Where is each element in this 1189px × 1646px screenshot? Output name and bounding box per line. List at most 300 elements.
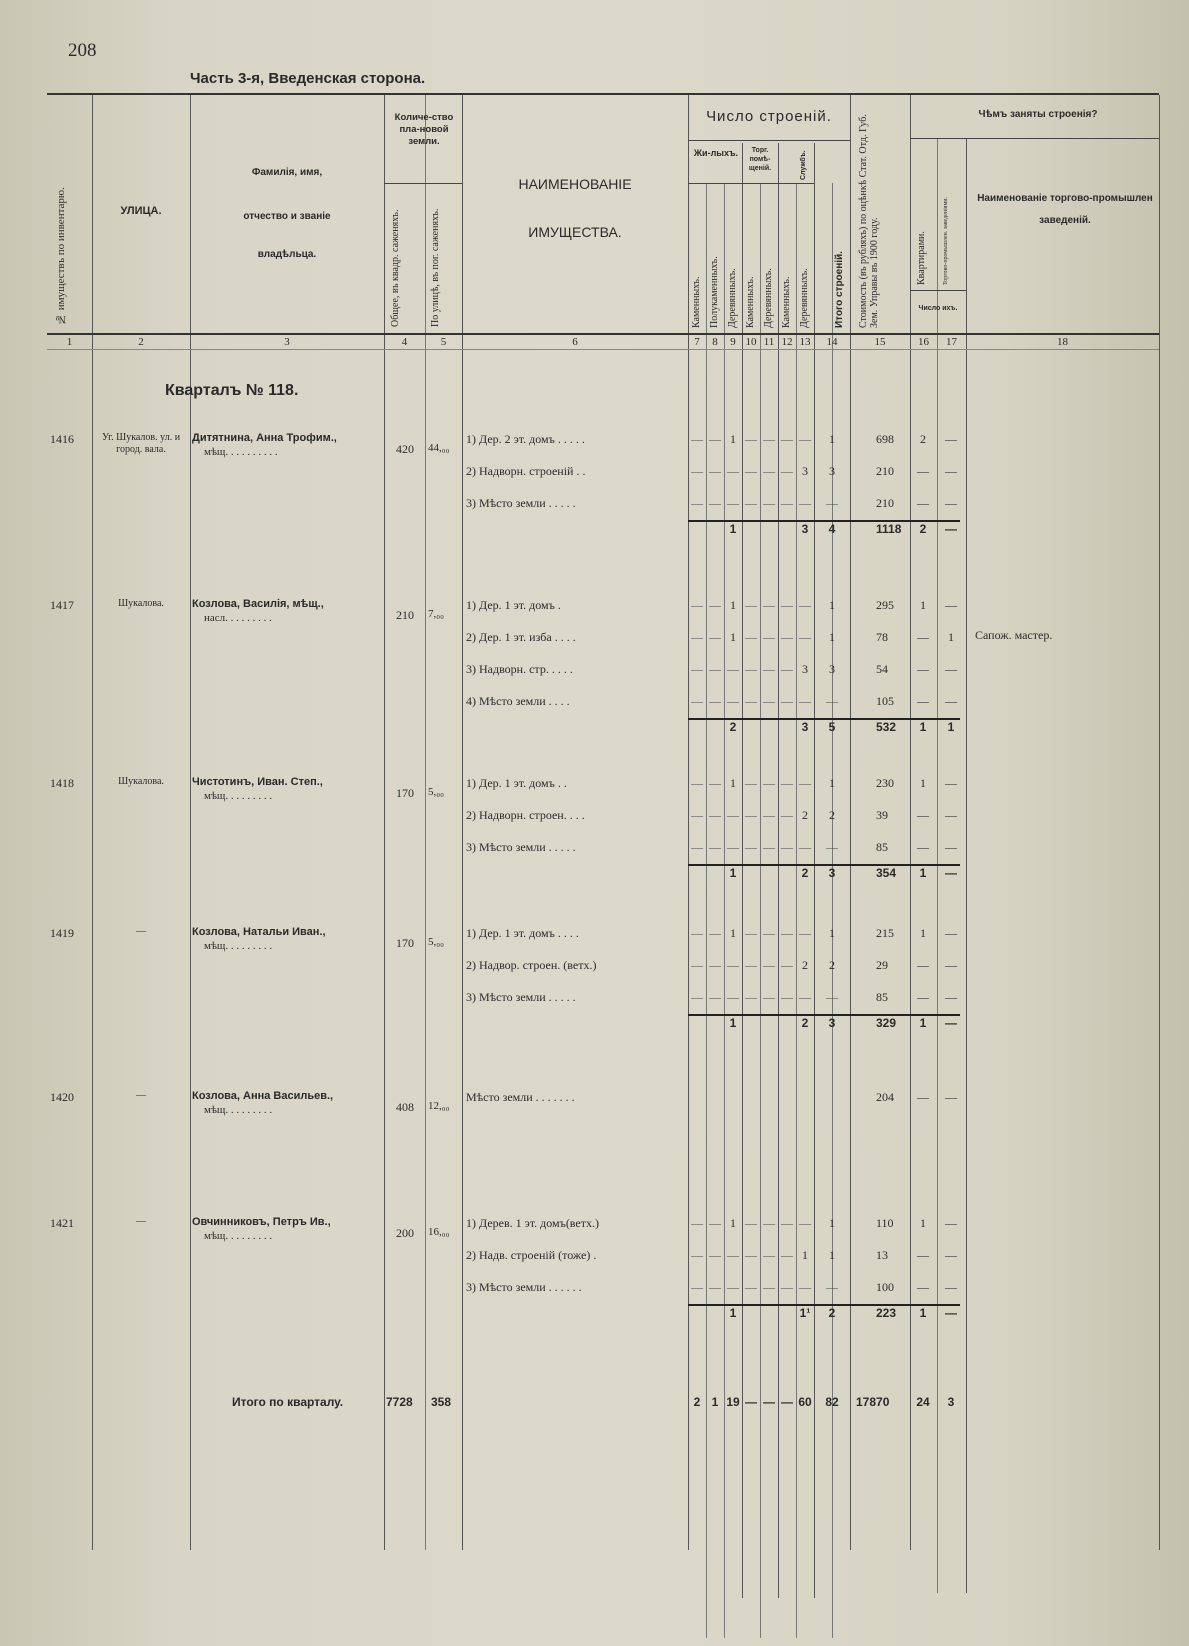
building-count-c9: 1 bbox=[730, 926, 736, 940]
subtotal-c9: 2 bbox=[729, 720, 737, 734]
empty-cell-dash: — bbox=[781, 496, 793, 510]
empty-cell-dash: — bbox=[745, 432, 757, 446]
col-header-apartments: Квартирами. bbox=[916, 231, 927, 285]
empty-cell-dash: — bbox=[709, 432, 721, 446]
empty-cell-dash: — bbox=[826, 840, 838, 854]
subtotal-apartments: 1 bbox=[919, 866, 927, 880]
property-item: 3) Мѣсто земли . . . . . . bbox=[466, 1280, 582, 1294]
subtotal-c13: 3 bbox=[801, 720, 809, 734]
col-header-inv: № имуществъ по инвентарю. bbox=[55, 187, 67, 325]
empty-cell-dash: — bbox=[763, 432, 775, 446]
empty-cell-dash: — bbox=[799, 432, 811, 446]
property-value: 295 bbox=[876, 598, 894, 612]
subtotal-c14: 5 bbox=[828, 720, 836, 734]
subtotal-enterprises: — bbox=[945, 1016, 957, 1030]
apartments-count: — bbox=[917, 990, 929, 1004]
empty-cell-dash: — bbox=[781, 464, 793, 478]
owner-name: Козлова, Анна Васильев., bbox=[192, 1090, 334, 1102]
empty-cell-dash: — bbox=[709, 840, 721, 854]
col-num: 13 bbox=[799, 336, 811, 348]
col-num: 3 bbox=[284, 336, 290, 348]
subtotal-value: 223 bbox=[876, 1306, 897, 1320]
col-header-count: Число ихъ. bbox=[918, 305, 958, 312]
empty-cell-dash: — bbox=[745, 840, 757, 854]
subtotal-c13: 2 bbox=[801, 1016, 809, 1030]
empty-cell-dash: — bbox=[781, 1216, 793, 1230]
property-value: 105 bbox=[876, 694, 894, 708]
property-item: 4) Мѣсто земли . . . . bbox=[466, 694, 570, 708]
empty-cell-dash: — bbox=[826, 496, 838, 510]
land-street: 12,₀₀ bbox=[428, 1100, 450, 1112]
quarter-total-land: 7728 bbox=[386, 1395, 413, 1409]
empty-cell-dash: — bbox=[727, 958, 739, 972]
subtotal-c14: 3 bbox=[828, 1016, 836, 1030]
property-value: 78 bbox=[876, 630, 888, 644]
col-header-value: Стоимость (въ рубляхъ) по оцѣнкѣ Стат. Отд. Губ. Зем. Управы въ 1900 году. bbox=[858, 114, 880, 328]
empty-cell-dash: — bbox=[763, 496, 775, 510]
col-num: 14 bbox=[826, 336, 838, 348]
empty-cell-dash: — bbox=[745, 694, 757, 708]
owner-name: Козлова, Василія, мѣщ., bbox=[192, 598, 324, 610]
enterprises-count: — bbox=[945, 990, 957, 1004]
enterprises-count: — bbox=[945, 808, 957, 822]
land-street: 16,₀₀ bbox=[428, 1226, 450, 1238]
building-count-c13: 3 bbox=[802, 464, 808, 478]
enterprises-count: 1 bbox=[948, 630, 954, 644]
enterprises-count: — bbox=[945, 432, 957, 446]
empty-cell-dash: — bbox=[727, 694, 739, 708]
empty-cell-dash: — bbox=[709, 990, 721, 1004]
empty-cell-dash: — bbox=[745, 808, 757, 822]
quarter-total-c8: 1 bbox=[711, 1395, 719, 1409]
empty-cell-dash: — bbox=[799, 1280, 811, 1294]
empty-cell-dash: — bbox=[781, 840, 793, 854]
enterprises-count: — bbox=[945, 662, 957, 676]
inventory-number: 1421 bbox=[50, 1216, 74, 1230]
enterprises-count: — bbox=[945, 496, 957, 510]
quarter-total-c10: — bbox=[745, 1395, 757, 1409]
col-header-service: Службъ. bbox=[800, 150, 807, 180]
table-frame bbox=[47, 93, 1159, 1555]
enterprises-count: — bbox=[945, 1280, 957, 1294]
street-name: — bbox=[136, 926, 146, 937]
quarter-total-c16: 24 bbox=[916, 1395, 930, 1409]
empty-cell-dash: — bbox=[781, 432, 793, 446]
col-num: 1 bbox=[66, 336, 73, 348]
subtotal-c9: 1 bbox=[729, 1016, 737, 1030]
col-header-owner-2: отчество и званіе bbox=[243, 211, 331, 222]
col-num: 6 bbox=[572, 336, 578, 348]
property-item: 1) Дер. 2 эт. домъ . . . . . bbox=[466, 432, 585, 446]
empty-cell-dash: — bbox=[727, 464, 739, 478]
building-count-c14: 2 bbox=[829, 808, 835, 822]
empty-cell-dash: — bbox=[826, 1280, 838, 1294]
empty-cell-dash: — bbox=[781, 958, 793, 972]
subtotal-c14: 4 bbox=[828, 522, 836, 536]
empty-cell-dash: — bbox=[745, 598, 757, 612]
empty-cell-dash: — bbox=[745, 496, 757, 510]
empty-cell-dash: — bbox=[709, 1248, 721, 1262]
empty-cell-dash: — bbox=[781, 776, 793, 790]
land-street: 44,₀₀ bbox=[428, 442, 450, 454]
owner-name: Дитятнина, Анна Трофим., bbox=[192, 432, 337, 444]
empty-cell-dash: — bbox=[745, 464, 757, 478]
owner-status: насл. . . . . . . . . bbox=[204, 612, 272, 624]
empty-cell-dash: — bbox=[727, 990, 739, 1004]
building-count-c14: 3 bbox=[829, 662, 835, 676]
col-header-c9: Деревянныхъ. bbox=[727, 268, 738, 328]
quarter-total-c9: 19 bbox=[726, 1395, 740, 1409]
apartments-count: — bbox=[917, 662, 929, 676]
quarter-total-label: Итого по кварталу. bbox=[232, 1395, 344, 1409]
col-num: 11 bbox=[763, 336, 775, 348]
enterprise-name: Сапож. мастер. bbox=[975, 628, 1053, 642]
empty-cell-dash: — bbox=[709, 926, 721, 940]
building-count-c13: 2 bbox=[802, 808, 808, 822]
property-value: 29 bbox=[876, 958, 888, 972]
empty-cell-dash: — bbox=[799, 694, 811, 708]
property-value: 110 bbox=[876, 1216, 894, 1230]
empty-cell-dash: — bbox=[691, 598, 703, 612]
empty-cell-dash: — bbox=[709, 958, 721, 972]
property-value: 230 bbox=[876, 776, 894, 790]
building-count-c9: 1 bbox=[730, 630, 736, 644]
empty-cell-dash: — bbox=[745, 958, 757, 972]
quarter-total-c11: — bbox=[763, 1395, 775, 1409]
property-value: 210 bbox=[876, 464, 894, 478]
subtotal-value: 329 bbox=[876, 1016, 897, 1030]
apartments-count: — bbox=[917, 694, 929, 708]
empty-cell-dash: — bbox=[763, 840, 775, 854]
empty-cell-dash: — bbox=[763, 808, 775, 822]
quarter-total-value: 17870 bbox=[856, 1395, 890, 1409]
col-header-enterprises: Торгово-промышлен. заведеніями. bbox=[943, 196, 949, 285]
col-header-c10: Каменныхъ. bbox=[745, 276, 756, 328]
col-header-c13: Деревянныхъ. bbox=[799, 268, 810, 328]
quarter-total-c12: — bbox=[781, 1395, 793, 1409]
empty-cell-dash: — bbox=[781, 1248, 793, 1262]
building-count-c14: 1 bbox=[829, 598, 835, 612]
quarter-total-c17: 3 bbox=[947, 1395, 955, 1409]
owner-status: мѣщ. . . . . . . . . bbox=[204, 940, 273, 952]
apartments-count: — bbox=[917, 958, 929, 972]
subtotal-enterprises: — bbox=[945, 1306, 957, 1320]
page-number: 208 bbox=[68, 40, 97, 61]
empty-cell-dash: — bbox=[763, 630, 775, 644]
col-header-property-2: ИМУЩЕСТВА. bbox=[528, 224, 622, 240]
property-item: 1) Дер. 1 эт. домъ . . bbox=[466, 776, 567, 790]
building-count-c14: 1 bbox=[829, 630, 835, 644]
empty-cell-dash: — bbox=[691, 1280, 703, 1294]
building-count-c14: 2 bbox=[829, 958, 835, 972]
apartments-count: 1 bbox=[920, 926, 926, 940]
building-count-c13: 3 bbox=[802, 662, 808, 676]
empty-cell-dash: — bbox=[727, 662, 739, 676]
empty-cell-dash: — bbox=[709, 464, 721, 478]
enterprises-count: — bbox=[945, 694, 957, 708]
subtotal-c14: 2 bbox=[828, 1306, 836, 1320]
property-item: 1) Дер. 1 эт. домъ . . . . bbox=[466, 926, 579, 940]
enterprises-count: — bbox=[945, 464, 957, 478]
land-street: 5,₀₀ bbox=[428, 786, 444, 798]
quarter-total-c7: 2 bbox=[693, 1395, 701, 1409]
page-header: Часть 3-я, Введенская сторона. bbox=[190, 70, 426, 87]
col-header-c11: Деревянныхъ. bbox=[763, 268, 774, 328]
quarter-title: Кварталъ № 118. bbox=[165, 382, 299, 399]
empty-cell-dash: — bbox=[763, 776, 775, 790]
empty-cell-dash: — bbox=[781, 598, 793, 612]
empty-cell-dash: — bbox=[709, 1216, 721, 1230]
col-num: 16 bbox=[918, 336, 929, 348]
empty-cell-dash: — bbox=[709, 694, 721, 708]
col-header-land-total: Общее, въ квадр. саженяхъ. bbox=[390, 209, 401, 327]
col-num: 2 bbox=[138, 336, 144, 348]
col-header-owner-3: владѣльца. bbox=[257, 249, 317, 260]
apartments-count: — bbox=[917, 496, 929, 510]
apartments-count: 1 bbox=[920, 1216, 926, 1230]
empty-cell-dash: — bbox=[781, 662, 793, 676]
empty-cell-dash: — bbox=[763, 662, 775, 676]
empty-cell-dash: — bbox=[799, 990, 811, 1004]
empty-cell-dash: — bbox=[745, 776, 757, 790]
street-name: — bbox=[136, 1216, 146, 1227]
property-value: 39 bbox=[876, 808, 888, 822]
land-total: 210 bbox=[396, 608, 414, 622]
property-value: 215 bbox=[876, 926, 894, 940]
empty-cell-dash: — bbox=[691, 694, 703, 708]
col-header-c8: Полукаменныхъ. bbox=[709, 256, 720, 328]
property-item: 2) Надворн. строеній . . bbox=[466, 464, 586, 478]
col-header-land: Количе-ство пла-новой земли. bbox=[394, 112, 454, 147]
subtotal-c9: 1 bbox=[729, 522, 737, 536]
empty-cell-dash: — bbox=[799, 926, 811, 940]
subtotal-c14: 3 bbox=[828, 866, 836, 880]
empty-cell-dash: — bbox=[745, 1248, 757, 1262]
apartments-count: — bbox=[917, 1248, 929, 1262]
empty-cell-dash: — bbox=[781, 808, 793, 822]
building-count-c13: 2 bbox=[802, 958, 808, 972]
col-header-c7: Каменныхъ. bbox=[691, 276, 702, 328]
empty-cell-dash: — bbox=[781, 694, 793, 708]
empty-cell-dash: — bbox=[763, 958, 775, 972]
empty-cell-dash: — bbox=[691, 1248, 703, 1262]
col-num: 9 bbox=[730, 336, 736, 348]
subtotal-apartments: 1 bbox=[919, 1016, 927, 1030]
empty-cell-dash: — bbox=[691, 464, 703, 478]
inventory-number: 1420 bbox=[50, 1090, 74, 1104]
empty-cell-dash: — bbox=[745, 926, 757, 940]
building-count-c14: 3 bbox=[829, 464, 835, 478]
col-num: 18 bbox=[1057, 336, 1068, 348]
building-count-c9: 1 bbox=[730, 1216, 736, 1230]
property-item: 2) Надвор. строен. (ветх.) bbox=[466, 958, 597, 972]
property-value: 85 bbox=[876, 990, 888, 1004]
owner-status: мѣщ. . . . . . . . . bbox=[204, 1104, 273, 1116]
quarter-total-land-street: 358 bbox=[431, 1395, 452, 1409]
enterprises-count: — bbox=[945, 1090, 957, 1104]
empty-cell-dash: — bbox=[745, 630, 757, 644]
empty-cell-dash: — bbox=[691, 1216, 703, 1230]
empty-cell-dash: — bbox=[691, 630, 703, 644]
inventory-number: 1417 bbox=[50, 598, 74, 612]
enterprises-count: — bbox=[945, 1216, 957, 1230]
empty-cell-dash: — bbox=[727, 808, 739, 822]
property-item: 3) Мѣсто земли . . . . . bbox=[466, 990, 576, 1004]
building-count-c13: 1 bbox=[802, 1248, 808, 1262]
land-street: 5,₀₀ bbox=[428, 936, 444, 948]
enterprises-count: — bbox=[945, 840, 957, 854]
col-header-c12: Каменныхъ. bbox=[781, 276, 792, 328]
apartments-count: — bbox=[917, 1090, 929, 1104]
apartments-count: — bbox=[917, 630, 929, 644]
apartments-count: — bbox=[917, 840, 929, 854]
col-num: 8 bbox=[712, 336, 718, 348]
empty-cell-dash: — bbox=[781, 926, 793, 940]
empty-cell-dash: — bbox=[727, 496, 739, 510]
col-header-total-buildings: Итого строеній. bbox=[834, 251, 845, 328]
property-item: 2) Дер. 1 эт. изба . . . . bbox=[466, 630, 576, 644]
owner-status: мѣщ. . . . . . . . . bbox=[204, 1230, 273, 1242]
building-count-c9: 1 bbox=[730, 776, 736, 790]
empty-cell-dash: — bbox=[709, 662, 721, 676]
empty-cell-dash: — bbox=[826, 990, 838, 1004]
col-num: 10 bbox=[745, 336, 757, 348]
col-header-occupied: Чѣмъ заняты строенія? bbox=[978, 109, 1098, 120]
property-item: 1) Дерев. 1 эт. домъ(ветх.) bbox=[466, 1216, 599, 1230]
property-value: 698 bbox=[876, 432, 894, 446]
empty-cell-dash: — bbox=[763, 926, 775, 940]
empty-cell-dash: — bbox=[727, 1248, 739, 1262]
col-num: 17 bbox=[946, 336, 957, 348]
empty-cell-dash: — bbox=[799, 598, 811, 612]
property-item: 3) Надворн. стр. . . . . bbox=[466, 662, 573, 676]
property-item: 1) Дер. 1 эт. домъ . bbox=[466, 598, 561, 612]
empty-cell-dash: — bbox=[709, 598, 721, 612]
empty-cell-dash: — bbox=[709, 630, 721, 644]
empty-cell-dash: — bbox=[799, 630, 811, 644]
quarter-total-c13: 60 bbox=[798, 1395, 812, 1409]
col-header-living: Жи-лыхъ. bbox=[693, 148, 739, 158]
property-item: Мѣсто земли . . . . . . . bbox=[466, 1090, 575, 1104]
property-item: 2) Надв. строеній (тоже) . bbox=[466, 1248, 597, 1262]
empty-cell-dash: — bbox=[709, 808, 721, 822]
empty-cell-dash: — bbox=[763, 1248, 775, 1262]
empty-cell-dash: — bbox=[745, 662, 757, 676]
col-header-land-street: По улицѣ, въ пог. саженяхъ. bbox=[430, 208, 441, 327]
quarter-total-c14: 82 bbox=[825, 1395, 839, 1409]
empty-cell-dash: — bbox=[763, 598, 775, 612]
empty-cell-dash: — bbox=[781, 990, 793, 1004]
empty-cell-dash: — bbox=[763, 464, 775, 478]
col-num: 7 bbox=[694, 336, 700, 348]
col-header-owner-1: Фамилія, имя, bbox=[251, 167, 323, 178]
subtotal-enterprises: — bbox=[945, 866, 957, 880]
property-value: 100 bbox=[876, 1280, 894, 1294]
empty-cell-dash: — bbox=[826, 694, 838, 708]
apartments-count: — bbox=[917, 464, 929, 478]
empty-cell-dash: — bbox=[727, 840, 739, 854]
subtotal-value: 532 bbox=[876, 720, 897, 734]
empty-cell-dash: — bbox=[781, 1280, 793, 1294]
empty-cell-dash: — bbox=[691, 776, 703, 790]
street-name: Шукалова. bbox=[118, 598, 164, 609]
subtotal-apartments: 2 bbox=[919, 522, 927, 536]
empty-cell-dash: — bbox=[745, 1216, 757, 1230]
empty-cell-dash: — bbox=[799, 496, 811, 510]
owner-status: мѣщ. . . . . . . . . bbox=[204, 790, 273, 802]
building-count-c9: 1 bbox=[730, 598, 736, 612]
subtotal-c9: 1 bbox=[729, 866, 737, 880]
empty-cell-dash: — bbox=[709, 776, 721, 790]
empty-cell-dash: — bbox=[763, 990, 775, 1004]
land-total: 420 bbox=[396, 442, 414, 456]
property-value: 13 bbox=[876, 1248, 888, 1262]
subtotal-c9: 1 bbox=[729, 1306, 737, 1320]
empty-cell-dash: — bbox=[799, 776, 811, 790]
col-num: 4 bbox=[401, 336, 408, 348]
street-name: Шукалова. bbox=[118, 776, 164, 787]
subtotal-apartments: 1 bbox=[919, 720, 927, 734]
building-count-c14: 1 bbox=[829, 776, 835, 790]
land-total: 408 bbox=[396, 1100, 414, 1114]
apartments-count: 2 bbox=[920, 432, 926, 446]
building-count-c14: 1 bbox=[829, 1216, 835, 1230]
empty-cell-dash: — bbox=[781, 630, 793, 644]
empty-cell-dash: — bbox=[709, 1280, 721, 1294]
enterprises-count: — bbox=[945, 926, 957, 940]
property-value: 85 bbox=[876, 840, 888, 854]
building-count-c9: 1 bbox=[730, 432, 736, 446]
empty-cell-dash: — bbox=[799, 1216, 811, 1230]
apartments-count: — bbox=[917, 1280, 929, 1294]
property-item: 3) Мѣсто земли . . . . . bbox=[466, 496, 576, 510]
owner-status: мѣщ. . . . . . . . . . bbox=[204, 446, 278, 458]
col-header-trade: Торг. помѣ-щеній. bbox=[748, 147, 772, 172]
empty-cell-dash: — bbox=[763, 1216, 775, 1230]
subtotal-apartments: 1 bbox=[919, 1306, 927, 1320]
empty-cell-dash: — bbox=[691, 840, 703, 854]
building-count-c14: 1 bbox=[829, 1248, 835, 1262]
land-street: 7,₀₀ bbox=[428, 608, 444, 620]
property-value: 54 bbox=[876, 662, 888, 676]
empty-cell-dash: — bbox=[691, 432, 703, 446]
apartments-count: 1 bbox=[920, 598, 926, 612]
empty-cell-dash: — bbox=[691, 662, 703, 676]
owner-name: Овчинниковъ, Петръ Ив., bbox=[192, 1216, 331, 1228]
empty-cell-dash: — bbox=[691, 808, 703, 822]
inventory-number: 1418 bbox=[50, 776, 74, 790]
empty-cell-dash: — bbox=[745, 1280, 757, 1294]
empty-cell-dash: — bbox=[709, 496, 721, 510]
col-num: 5 bbox=[440, 336, 447, 348]
inventory-number: 1419 bbox=[50, 926, 74, 940]
land-total: 200 bbox=[396, 1226, 414, 1240]
empty-cell-dash: — bbox=[691, 926, 703, 940]
col-header-buildings: Число строеній. bbox=[706, 108, 832, 125]
land-total: 170 bbox=[396, 786, 414, 800]
inventory-number: 1416 bbox=[50, 432, 74, 446]
enterprises-count: — bbox=[945, 776, 957, 790]
empty-cell-dash: — bbox=[763, 1280, 775, 1294]
empty-cell-dash: — bbox=[691, 990, 703, 1004]
empty-cell-dash: — bbox=[691, 958, 703, 972]
building-count-c14: 1 bbox=[829, 926, 835, 940]
empty-cell-dash: — bbox=[691, 496, 703, 510]
property-item: 3) Мѣсто земли . . . . . bbox=[466, 840, 576, 854]
col-header-street: УЛИЦА. bbox=[120, 205, 162, 217]
owner-name: Чистотинъ, Иван. Степ., bbox=[192, 776, 323, 788]
col-header-enterprise-name: Наименованіе торгово-промышлен заведеній. bbox=[977, 193, 1153, 226]
